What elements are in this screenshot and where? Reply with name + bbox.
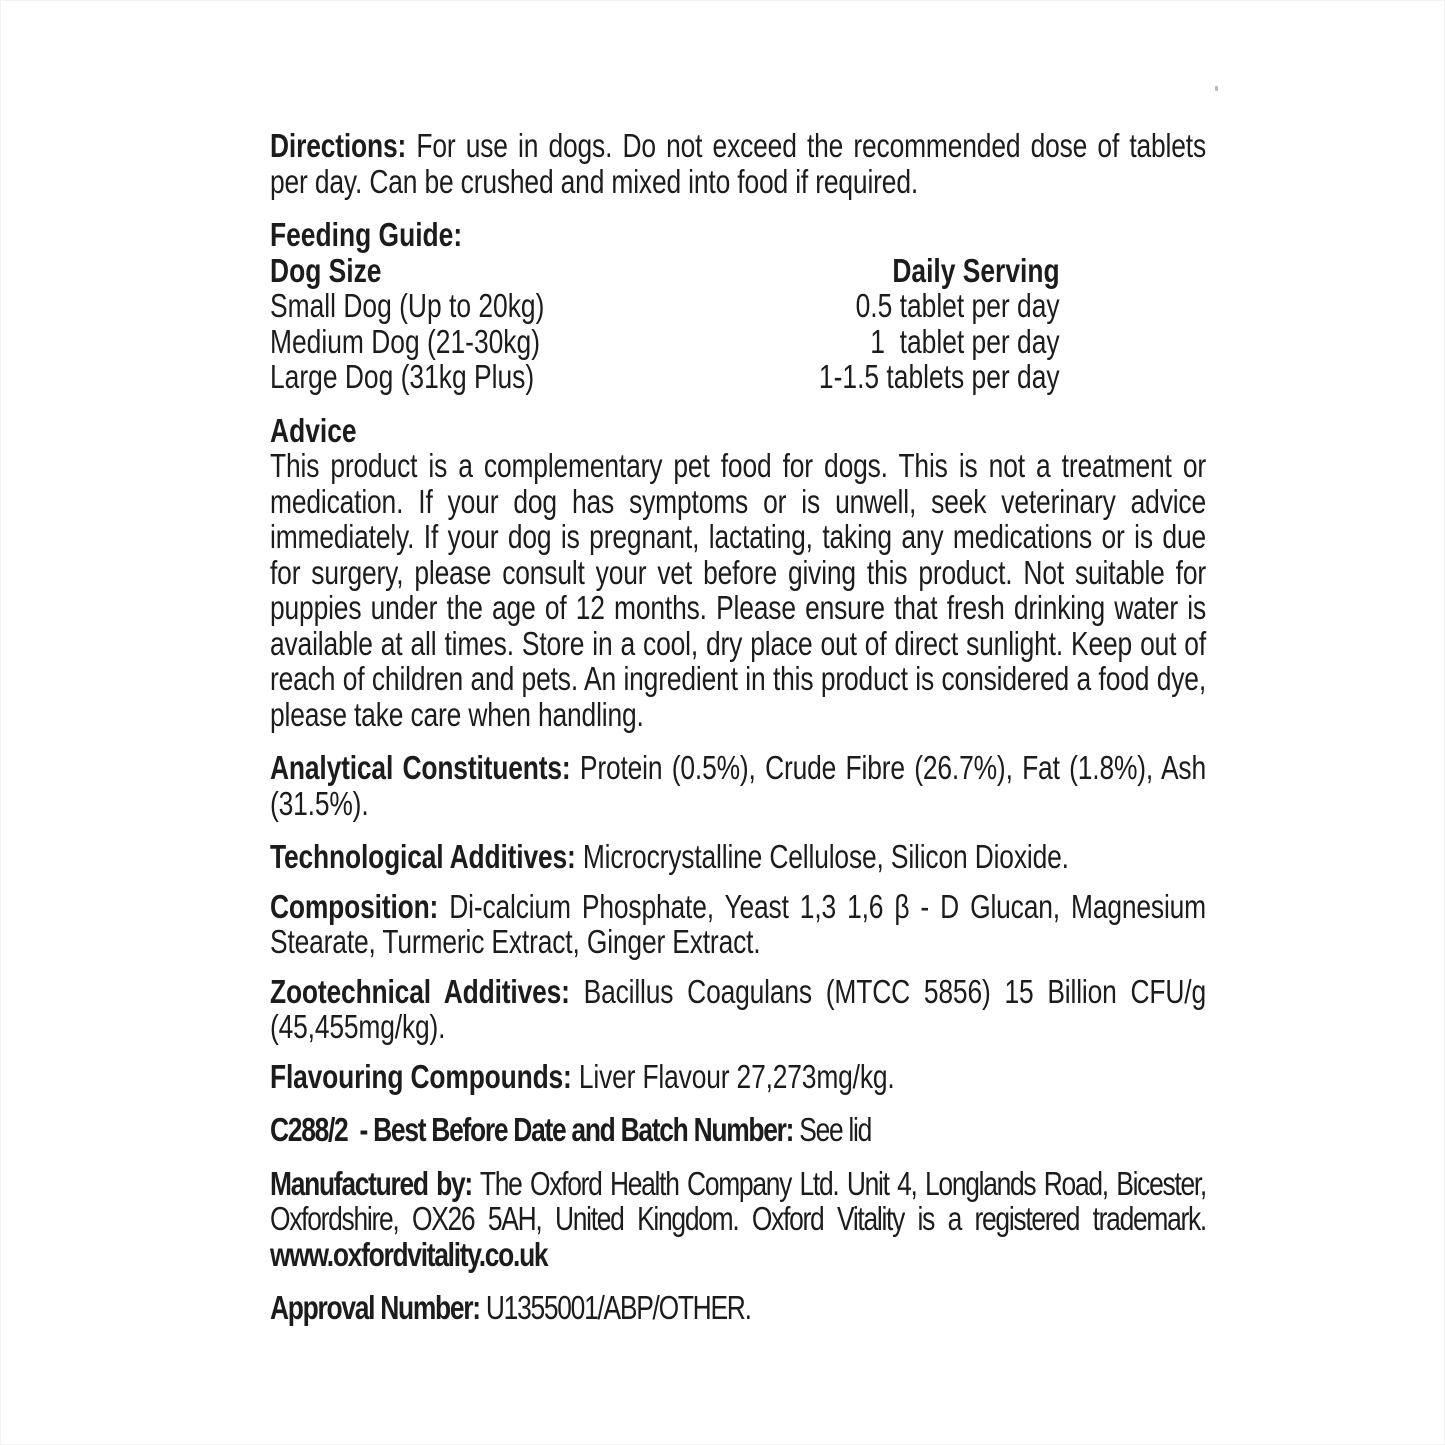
table-row <box>270 324 1060 360</box>
technological-additives-text: Microcrystalline Cellulose, Silicon Dioxide. <box>582 838 1069 875</box>
manufacturer-text: The Oxford Health Company Ltd. Unit 4, Longlands Road, Bicester, Oxfordshire, OX26 5AH, United Kingdom. Oxford Vitality is a registered trademark. <box>270 1164 1206 1237</box>
composition-heading: Composition: <box>270 887 439 925</box>
website-link[interactable]: www.oxfordvitality.co.uk <box>270 1235 548 1273</box>
daily-serving-cell: 1-1.5 tablets per day <box>818 358 1060 395</box>
feeding-guide-header-row <box>270 253 1060 289</box>
print-speck <box>1215 86 1218 91</box>
zootechnical-additives-text: Bacillus Coagulans (MTCC 5856) 15 Billion CFU/g (45,455mg/kg). <box>270 972 1206 1045</box>
table-row <box>270 288 1060 324</box>
advice-heading: Advice <box>270 411 357 449</box>
advice-section <box>270 413 1206 733</box>
zootechnical-additives-section <box>270 974 1206 1045</box>
advice-text: This product is a complementary pet food for dogs. This is not a treatment or medication. If your dog has symptoms or is unwell, seek veterinary advice immediately. If your dog is pregnant, lactating, taking any medications or is due for surgery, please consult your vet before giving this product. Not suitable for puppies under the age of 12 months. Please ensure that fresh drinking water is available at all times. Store in a cool, dry place out of direct sunlight. Keep out of reach of children and pets. An ingredient in this product is considered a food dye, please take care when handling. <box>270 447 1206 733</box>
daily-serving-cell: 1 tablet per day <box>870 322 1060 360</box>
manufacturer-section <box>270 1166 1206 1273</box>
column-header-daily-serving: Daily Serving <box>892 251 1060 289</box>
feeding-guide-heading: Feeding Guide: <box>270 216 463 253</box>
composition-section <box>270 889 1206 960</box>
directions-section <box>270 128 1206 199</box>
flavouring-compounds-section <box>270 1059 1206 1095</box>
composition-text: Di-calcium Phosphate, Yeast 1,3 1,6 β - D Glucan, Magnesium Stearate, Turmeric Extract, Ginger Extract. <box>270 887 1207 960</box>
column-header-dog-size: Dog Size <box>270 251 382 289</box>
flavouring-compounds-text: Liver Flavour 27,273mg/kg. <box>578 1057 895 1095</box>
approval-section <box>270 1290 1206 1326</box>
approval-text: U1355001/ABP/OTHER. <box>485 1289 751 1326</box>
analytical-constituents-text: Protein (0.5%), Crude Fibre (26.7%), Fat (1.8%), Ash (31.5%). <box>270 749 1206 822</box>
batch-section <box>270 1112 1206 1148</box>
dog-size-cell: Medium Dog (21-30kg) <box>270 322 540 360</box>
dog-size-cell: Small Dog (Up to 20kg) <box>270 287 545 324</box>
label-content <box>270 128 1206 1326</box>
analytical-constituents-section <box>270 750 1206 821</box>
batch-heading: C288/2 - Best Before Date and Batch Number: <box>270 1111 794 1148</box>
dog-size-cell: Large Dog (31kg Plus) <box>270 358 535 395</box>
product-label <box>270 128 1206 1326</box>
feeding-guide-section <box>270 217 1206 395</box>
directions-heading: Directions: <box>270 127 407 164</box>
zootechnical-additives-heading: Zootechnical Additives: <box>270 972 570 1010</box>
table-row <box>270 359 1060 395</box>
analytical-constituents-heading: Analytical Constituents: <box>270 749 571 786</box>
daily-serving-cell: 0.5 tablet per day <box>855 287 1060 324</box>
feeding-guide-table <box>270 253 1060 395</box>
batch-text: See lid <box>799 1111 871 1148</box>
technological-additives-section <box>270 839 1206 875</box>
directions-text: For use in dogs. Do not exceed the recommended dose of tablets per day. Can be crushed and mixed into food if required. <box>270 127 1206 200</box>
approval-heading: Approval Number: <box>270 1289 480 1326</box>
technological-additives-heading: Technological Additives: <box>270 838 576 875</box>
flavouring-compounds-heading: Flavouring Compounds: <box>270 1057 572 1095</box>
manufacturer-heading: Manufactured by: <box>270 1164 472 1202</box>
